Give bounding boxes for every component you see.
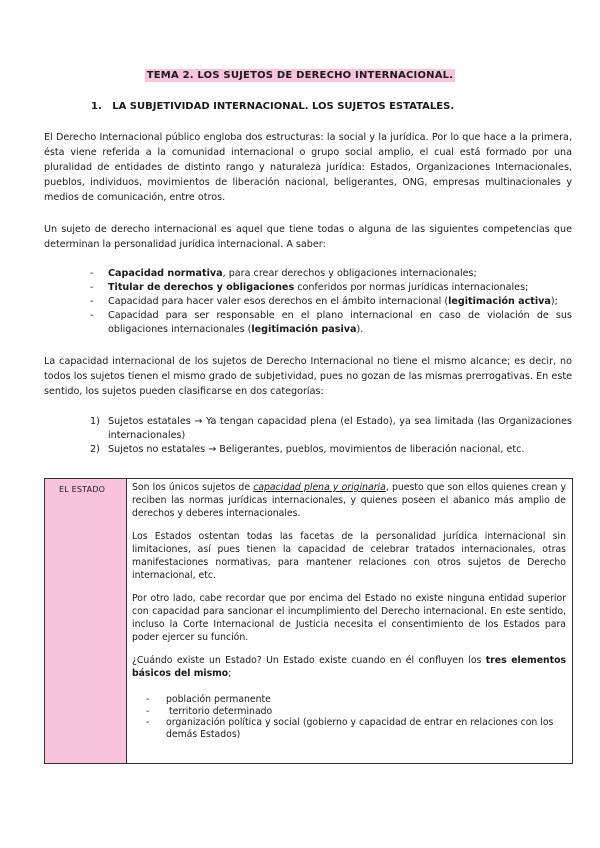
text-span: Son los únicos sujetos de bbox=[132, 482, 254, 493]
list-item-bold: Capacidad normativa bbox=[108, 268, 223, 279]
estado-paragraph-1 bbox=[132, 481, 566, 520]
page-title-text: TEMA 2. LOS SUJETOS DE DERECHO INTERNACIONAL. bbox=[146, 70, 454, 81]
estado-paragraph-4 bbox=[132, 654, 566, 680]
estado-label-cell bbox=[45, 479, 127, 763]
list-item-text: ). bbox=[356, 324, 364, 335]
list-item: - territorio determinado bbox=[146, 706, 566, 718]
categorias-list bbox=[90, 415, 572, 457]
list-item-text: ); bbox=[550, 296, 558, 307]
list-item bbox=[90, 295, 572, 309]
list-item bbox=[90, 267, 572, 281]
section-number: 1. bbox=[91, 101, 102, 112]
list-item bbox=[90, 443, 572, 457]
section-heading bbox=[91, 101, 454, 112]
tres-elementos-bold: tres elementos básicos del mismo bbox=[132, 655, 566, 679]
list-item-text: , para crear derechos y obligaciones internacionales; bbox=[222, 268, 477, 279]
page-title bbox=[0, 70, 600, 81]
list-item-pre: Capacidad para ser responsable en el plano internacional en caso de violación de sus obligaciones internacionales ( bbox=[108, 310, 572, 335]
list-item-text: Sujetos estatales → Ya tengan capacidad plena (el Estado), ya sea limitada (las Organizaciones internacionales) bbox=[108, 416, 572, 441]
paragraph-capacidad: La capacidad internacional de los sujetos de Derecho Internacional no tiene el mismo alcance; es decir, no todos los sujetos tienen el mismo grado de subjetividad, pues no gozan de las mismas prerrogativas. En este sentido, los sujetos pueden clasificarse en dos categorías: bbox=[44, 356, 572, 397]
list-item-bold: legitimación activa bbox=[448, 296, 551, 307]
list-item-bold: legitimación pasiva bbox=[251, 324, 357, 335]
list-item bbox=[90, 281, 572, 295]
list-number: 1) bbox=[90, 416, 100, 427]
capacidad-plena-emphasis: capacidad plena y originaria bbox=[253, 482, 386, 493]
competencias-list bbox=[90, 267, 572, 337]
list-item bbox=[90, 309, 572, 337]
estado-label: EL ESTADO bbox=[59, 485, 106, 494]
list-item: - organización política y social (gobierno y capacidad de entrar en relaciones con los demás Estados) bbox=[146, 717, 566, 740]
paragraph-intro: El Derecho Internacional público engloba dos estructuras: la social y la jurídica. Por lo que hace a la primera, ésta viene referida a la comunidad internacional o grupo social amplio, el cual está formado por una pluralidad de entidades de distinto rango y naturaleza jurídica: Estados, Organizaciones Internacionales, pueblos, individuos, movimientos de liberación nacional, beligerantes, ONG, empresas multinacionales y medios de comunicación, entre otros. bbox=[44, 132, 572, 203]
list-item-text: Sujetos no estatales → Beligerantes, pueblos, movimientos de liberación nacional, etc. bbox=[108, 444, 525, 455]
list-number: 2) bbox=[90, 444, 100, 455]
text-span: ¿Cuándo existe un Estado? Un Estado existe cuando en él confluyen los bbox=[132, 655, 486, 666]
list-item bbox=[90, 415, 572, 443]
estado-content-cell bbox=[132, 481, 566, 740]
text-span: , puesto que son ellos quienes crean y reciben las normas jurídicas internacionales, y quienes poseen el abanico más amplio de derechos y deberes internacionales. bbox=[132, 482, 567, 519]
list-item: - población permanente bbox=[146, 694, 566, 706]
paragraph-definition: Un sujeto de derecho internacional es aquel que tiene todas o alguna de las siguientes competencias que determinan la personalidad jurídica internacional. A saber: bbox=[44, 224, 572, 250]
elementos-list bbox=[146, 694, 566, 740]
text-span: ; bbox=[228, 668, 232, 679]
section-heading-text: LA SUBJETIVIDAD INTERNACIONAL. LOS SUJETOS ESTATALES. bbox=[112, 101, 455, 112]
estado-paragraph-3: Por otro lado, cabe recordar que por encima del Estado no existe ninguna entidad superior con capacidad para sancionar el incumplimiento del Derecho internacional. En este sentido, incluso la Corte Internacional de Justicia necesita el consentimiento de los Estados para poder ejercer su función. bbox=[132, 593, 566, 643]
list-item-text: conferidos por normas jurídicas internacionales; bbox=[294, 282, 529, 293]
list-item-pre: Capacidad para hacer valer esos derechos en el ámbito internacional ( bbox=[108, 296, 449, 307]
estado-table bbox=[44, 478, 573, 764]
estado-paragraph-2: Los Estados ostentan todas las facetas de la personalidad jurídica internacional sin limitaciones, así pues tienen la capacidad de celebrar tratados internacionales, otras manifestaciones normativas, para mantener relaciones con otros sujetos de Derecho internacional, etc. bbox=[132, 531, 566, 581]
list-item-bold: Titular de derechos y obligaciones bbox=[108, 282, 295, 293]
